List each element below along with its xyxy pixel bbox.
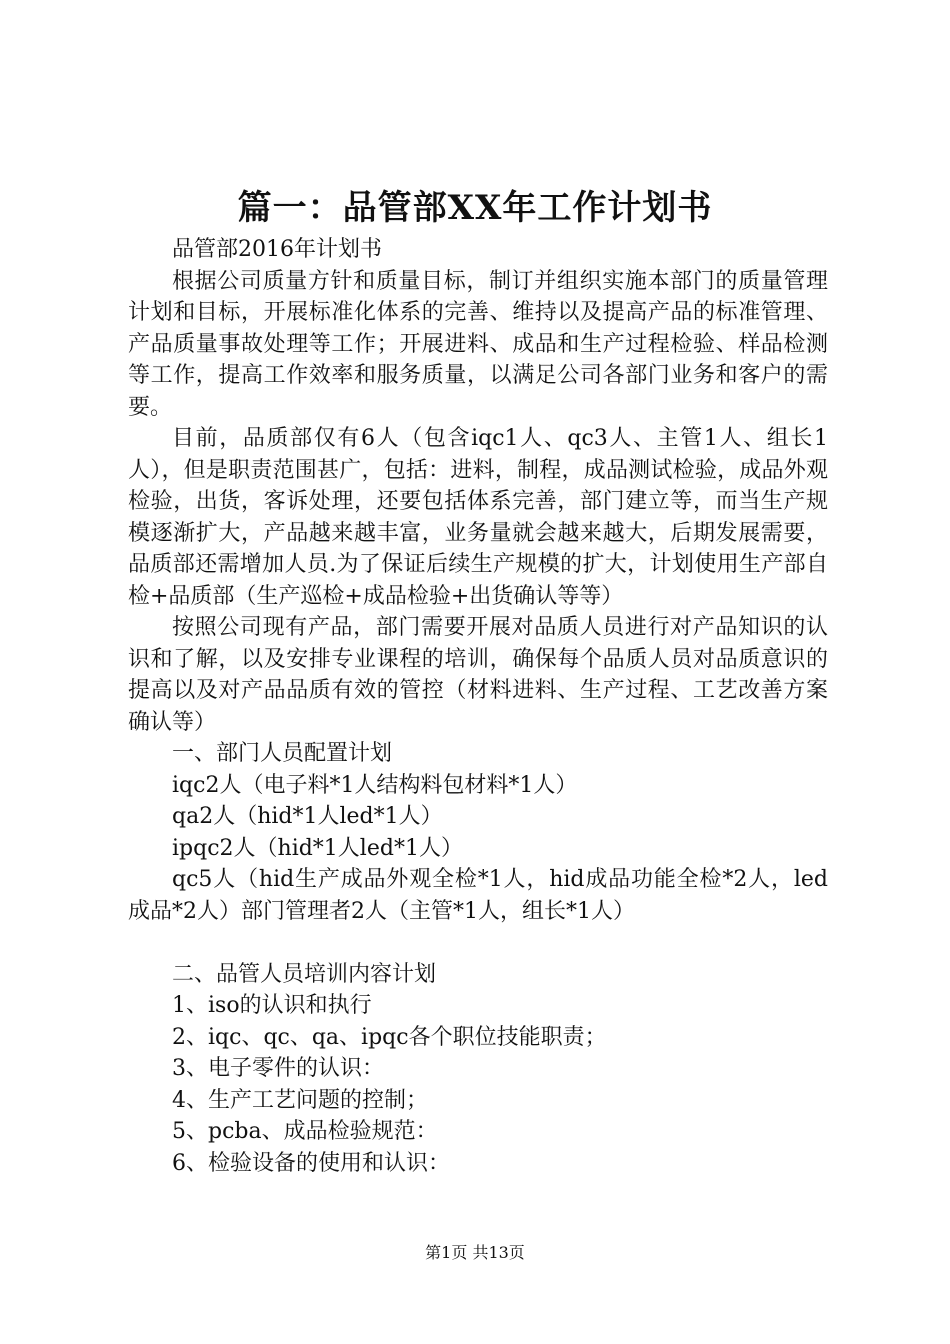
blank-line: [128, 927, 828, 959]
paragraph-current-staff: 目前，品质部仅有6人（包含iqc1人、qc3人、主管1人、组长1人），但是职责范围甚广，包括：进料，制程，成品测试检验，成品外观检验，出货，客诉处理，还要包括体系完善，部门建立等，而当生产规模逐渐扩大，产品越来越丰富，业务量就会越来越大，后期发展需要，品质部还需增加人员.为了保证后续生产规模的扩大，计划使用生产部自检+品质部（生产巡检+成品检验+出货确认等等）: [128, 426, 828, 609]
document-title: 篇一：品管部XX年工作计划书: [237, 188, 713, 228]
list-item-training-4: 4、生产工艺问题的控制；: [172, 1087, 428, 1113]
list-item-qc: qc5人（hid生产成品外观全检*1人，hid成品功能全检*2人，led成品*2人）部门管理者2人（主管*1人，组长*1人）: [128, 867, 828, 924]
page-number-footer: 第1页 共13页: [425, 1243, 525, 1262]
paragraph-plan-heading: 品管部2016年计划书: [172, 237, 382, 262]
paragraph-training-need: 按照公司现有产品，部门需要开展对品质人员进行对产品知识的认识和了解，以及安排专业课程的培训，确保每个品质人员对品质意识的提高以及对产品品质有效的管控（材料进料、生产过程、工艺改善方案确认等）: [128, 615, 828, 735]
list-item-training-6: 6、检验设备的使用和认识：: [172, 1150, 450, 1176]
list-item-iqc: iqc2人（电子料*1人结构料包材料*1人）: [172, 772, 578, 798]
list-item-training-1: 1、iso的认识和执行: [172, 993, 372, 1018]
section-heading-training: 二、品管人员培训内容计划: [172, 961, 437, 987]
section-heading-staffing: 一、部门人员配置计划: [172, 741, 393, 766]
list-item-qa: qa2人（hid*1人led*1人）: [172, 804, 443, 829]
list-item-training-5: 5、pcba、成品检验规范：: [172, 1119, 438, 1144]
document-body: [128, 234, 828, 1179]
list-item-ipqc: ipqc2人（hid*1人led*1人）: [172, 835, 463, 861]
paragraph-quality-policy: 根据公司质量方针和质量目标，制订并组织实施本部门的质量管理计划和目标，开展标准化体系的完善、维持以及提高产品的标准管理、产品质量事故处理等工作；开展进料、成品和生产过程检验、样品检测等工作，提高工作效率和服务质量，以满足公司各部门业务和客户的需要。: [128, 268, 828, 420]
list-item-training-3: 3、电子零件的认识：: [172, 1056, 384, 1081]
list-item-training-2: 2、iqc、qc、qa、ipqc各个职位技能职责；: [172, 1024, 607, 1050]
